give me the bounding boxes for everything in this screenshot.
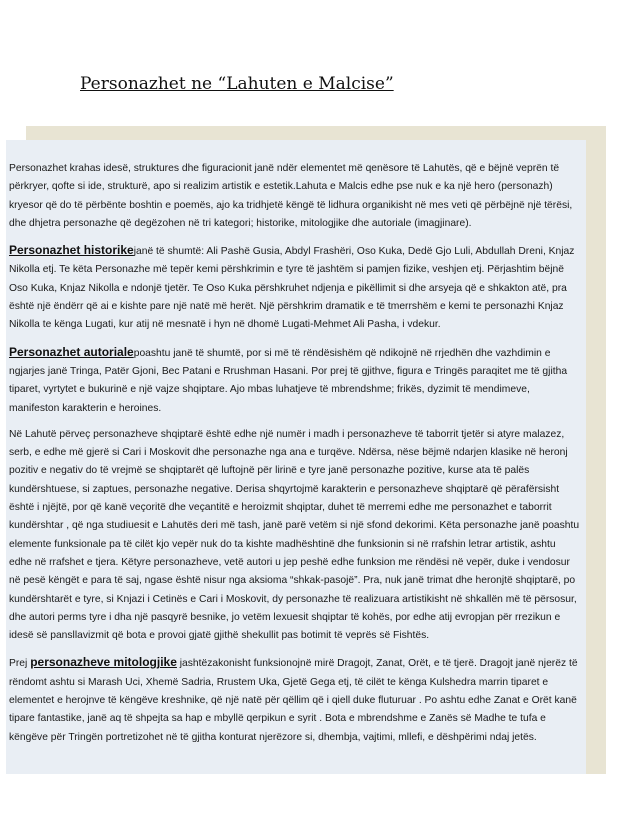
historic-paragraph xyxy=(9,241,581,334)
autorial-text: poashtu janë të shumtë, por si më të rëndësishëm që ndikojnë në rrjedhën dhe vazhdimin e ngjarjes janë Tringa, Patër Gjoni, Bec Patani e Rrushman Hasani. Por prej të gjithve, figura e Tringës paraqitet me të gjitha tiparet, vyrtytet e bukurinë e një vajze shqiptare. Ajo mbas luhatjeve të mbrendshme; frikës, dyzimit të mendimeve, manifeston karakterin e heroines. xyxy=(9,347,568,414)
mythological-prefix: Prej xyxy=(9,658,31,670)
historic-heading: Personazhet historike xyxy=(9,243,134,258)
mythological-text: jashtëzakonisht funksionojnë mirë Dragojt, Zanat, Orët, e të tjerë. Dragojt janë njerëz të rëndomt ashtu si Marash Uci, Xhemë Sadria, Rrustem Uka, Gjetë Gega etj, të cilët te kënga Kulshedra marrin tiparet e elementet e herojnve të këngëve kreshnike, që një natë për qëllim që i qiell duke fluturuar . Po ashtu edhe Zanat e Orët kanë tipare fantastike, janë aq të shpejta sa hap e mbyllë qerpikun e syrit . Bota e mbrendshme e Zanës së Madhe te tufa e këngëve për Tringën portretizohet në të gjitha konturat njerëzore si, dhembja, vajtimi, mllefi, e dëshpërimi ndaj jetës. xyxy=(9,658,578,743)
analysis-paragraph: Në Lahutë përveç personazheve shqiptarë është edhe një numër i madh i personazheve të taborrit tjetër si atyre malazez, serb, e edhe më gjerë si Cari i Moskovit dhe personazhe nga ana e turqëve. Ndërsa, nëse bëjmë ndarjen klasike në heronj pozitiv e negativ do të vrejmë se shqiptarët që luftojnë për lirinë e tyre janë personazhe pozitive, kurse ata të palës kundërshtuese, si zaptues, personazhe negative. Derisa shqyrtojmë karakterin e personazheve shqiptarë që përafërsisht është i njëjtë, por që kanë veçoritë dhe veçantitë e heroizmit shqiptar, duhet të merremi edhe me personazhet e taborrit kundërshtar , që nga studiuesit e Lahutës deri më tash, janë parë vetëm si një sfond dekorimi. Këta personazhe janë poashtu elemente funksionale pa të cilët kjo vepër nuk do ta kishte madhështinë dhe funksionin si në rrafshin letrar artistik, ashtu edhe në rrafshet e tjera. Këtyre personazheve, vetë autori u jep peshë edhe funksion me rëndësi në vepër, duke i vendosur në pesë këngët e para të saj, ngase është nisur nga aksioma “shkak-pasojë”. Pra, nuk janë trimat dhe heronjtë shqiptarë, po kundërshtarët e tyre, si Knjazi i Cetinës e Cari i Moskovit, dy personazhe të realizuara artistikisht në shkallën më të përsosur, dhe autori perms tyre i dha një pasqyrë besnike, jo vetëm lexuesit shqiptar të kohës, por edhe atij evropjan për rrezikun e idesë së pansllavizmit që bota e provoi gjatë gjithë shekullit pas botimit të veprës së Fishtës. xyxy=(9,428,580,642)
document-body xyxy=(9,160,581,755)
autorial-heading: Personazhet autoriale xyxy=(9,344,134,359)
historic-text: janë të shumtë: Ali Pashë Gusia, Abdyl Frashëri, Oso Kuka, Dedë Gjo Luli, Abdullah Dreni, Knjaz Nikolla etj. Te këta Personazhe më tepër kemi përshkrimin e tyre të jashtëm si pamjen fizike, veshjen etj. Përjashtim bëjnë Oso Kuka, Knjaz Nikolla e ndonjë tjetër. Te Oso Kuka përshkruhet ndjenja e pikëllimit si dhe arsyeja që e shkakton atë, pra është një ëndërr që ai e kishte pare një natë më herët. Një përshkrim dramatik e të tmerrshëm e kemi te personazhi Knjaz Nikolla te kënga Lugati, kur atij në mesnatë i hyn në dhomë Lugati-Mehmet Ali Pasha, i vdekur. xyxy=(9,246,575,331)
mythological-paragraph xyxy=(9,653,581,746)
intro-paragraph: Personazhet krahas idesë, struktures dhe figuracionit janë ndër elementet më qenësore të Lahutës, që e bëjnë veprën të përkryer, qofte si ide, strukturë, apo si realizim artistik e estetik.Lahuta e Malcis edhe pse nuk e ka një hero (personazh) kryesor që do të përbënte boshtin e poemës, ajo ka tridhjetë këngë të lidhura organikisht në mes veti që përbëjnë një tërësi, dhe dhjetra personazhe që degëzohen në tri kategori; historike, mitologjike dhe autoriale (imagjinare). xyxy=(9,163,573,229)
page-title: Personazhet ne “Lahuten e Malcise” xyxy=(80,74,394,94)
mythological-heading: personazheve mitologjike xyxy=(30,655,177,670)
autorial-paragraph xyxy=(9,343,581,418)
